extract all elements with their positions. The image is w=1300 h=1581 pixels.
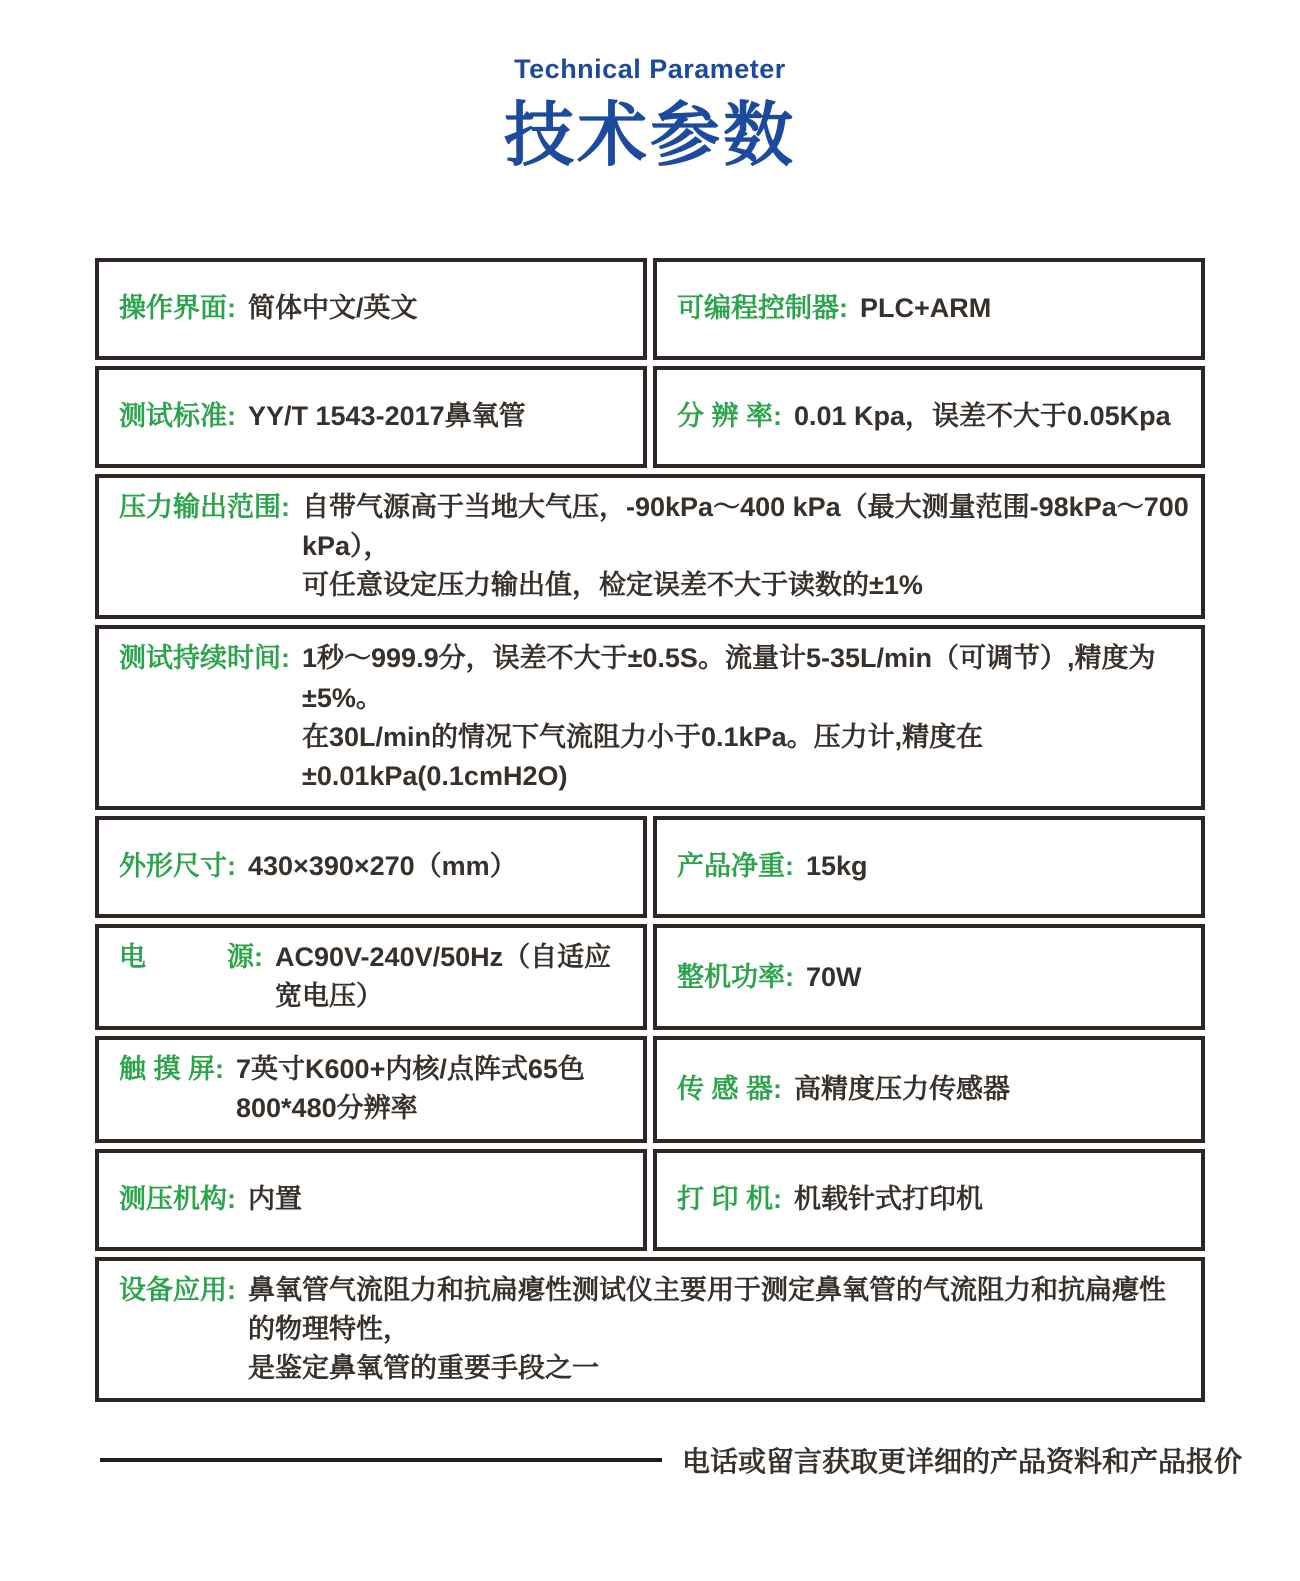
spec-value (236, 1050, 585, 1128)
spec-value (794, 1180, 983, 1219)
spec-value-line: 430×390×270（mm） (248, 851, 517, 882)
spec-value (248, 1271, 1189, 1388)
spec-cell (95, 366, 647, 468)
spec-cell (95, 1257, 1205, 1402)
spec-value-line: PLC+ARM (860, 293, 992, 324)
table-row (95, 1257, 1205, 1402)
spec-cell (653, 1036, 1205, 1142)
spec-cell (95, 816, 647, 918)
spec-value-line: 简体中文/英文 (248, 293, 418, 324)
table-row (95, 625, 1205, 810)
table-row (95, 816, 1205, 918)
spec-cell (95, 625, 1205, 810)
spec-label: 传 感 器: (677, 1073, 782, 1104)
spec-label: 可编程控制器: (677, 293, 848, 324)
table-row (95, 474, 1205, 619)
spec-cell (653, 816, 1205, 918)
spec-label: 分 辨 率: (677, 401, 782, 432)
spec-label: 压力输出范围: (119, 492, 290, 522)
footer (100, 1440, 1300, 1480)
table-row (95, 258, 1205, 360)
spec-value-line: 15kg (806, 851, 868, 882)
spec-label: 整机功率: (677, 961, 794, 992)
spec-table (95, 258, 1205, 1402)
spec-value (275, 938, 631, 1016)
table-row (95, 1149, 1205, 1251)
table-row (95, 924, 1205, 1030)
page-title-en: Technical Parameter (514, 54, 786, 84)
spec-value (248, 1180, 302, 1219)
spec-value-line: 高精度压力传感器 (794, 1073, 1010, 1104)
spec-label: 设备应用: (119, 1274, 236, 1305)
spec-value-line: 1秒～999.9分，误差不大于±0.5S。流量计5-35L/min（可调节）,精度为±5%。 (302, 643, 1156, 713)
footer-divider-line (100, 1458, 662, 1462)
spec-value (860, 289, 991, 328)
spec-label: 打 印 机: (677, 1183, 782, 1214)
spec-label: 外形尺寸: (119, 851, 236, 882)
spec-value (248, 397, 526, 436)
spec-cell (95, 924, 647, 1030)
spec-label: 操作界面: (119, 293, 236, 324)
spec-label: 测压机构: (119, 1183, 236, 1214)
spec-value-line: 800*480分辨率 (236, 1093, 418, 1124)
spec-value-line: 7英寸K600+内核/点阵式65色 (236, 1054, 585, 1085)
spec-cell (95, 258, 647, 360)
spec-label: 电 源: (119, 941, 263, 972)
spec-value-line: 鼻氧管气流阻力和抗扁瘪性测试仪主要用于测定鼻氧管的气流阻力和抗扁瘪性的物理特性， (248, 1274, 1166, 1344)
spec-value (302, 488, 1189, 605)
spec-value (794, 1070, 1010, 1109)
spec-label: 测试标准: (119, 401, 236, 432)
spec-cell (653, 366, 1205, 468)
spec-cell (95, 1036, 647, 1142)
spec-value (794, 397, 1171, 436)
spec-value (806, 847, 868, 886)
spec-cell (653, 258, 1205, 360)
spec-value (248, 289, 418, 328)
spec-value-line: 内置 (248, 1183, 302, 1214)
spec-value-line: YY/T 1543-2017鼻氧管 (248, 401, 526, 432)
spec-cell (653, 1149, 1205, 1251)
spec-value-line: 0.01 Kpa，误差不大于0.05Kpa (794, 401, 1171, 432)
spec-label: 产品净重: (677, 851, 794, 882)
spec-label: 触 摸 屏: (119, 1054, 224, 1085)
spec-cell (95, 474, 1205, 619)
spec-value-line: 机载针式打印机 (794, 1183, 983, 1214)
page-header (0, 0, 1300, 174)
spec-label: 测试持续时间: (119, 643, 290, 674)
table-row (95, 1036, 1205, 1142)
spec-value-line: 是鉴定鼻氧管的重要手段之一 (248, 1352, 599, 1383)
table-row (95, 366, 1205, 468)
spec-cell (653, 924, 1205, 1030)
spec-value-line: 在30L/min的情况下气流阻力小于0.1kPa。压力计,精度在±0.01kPa(0.1cmH2O) (302, 721, 984, 791)
spec-value (302, 639, 1189, 796)
spec-value-line: 可任意设定压力输出值，检定误差不大于读数的±1% (302, 570, 923, 601)
spec-value-line: 70W (806, 961, 862, 992)
spec-value (806, 958, 862, 997)
spec-value (248, 847, 517, 886)
spec-value-line: 自带气源高于当地大气压，-90kPa～400 kPa（最大测量范围-98kPa～700 kPa）， (302, 492, 1189, 562)
spec-value-line: AC90V-240V/50Hz（自适应宽电压） (275, 941, 612, 1012)
page-title-zh: 技术参数 (504, 96, 796, 174)
spec-cell (95, 1149, 647, 1251)
footer-note: 电话或留言获取更详细的产品资料和产品报价 (682, 1445, 1243, 1477)
